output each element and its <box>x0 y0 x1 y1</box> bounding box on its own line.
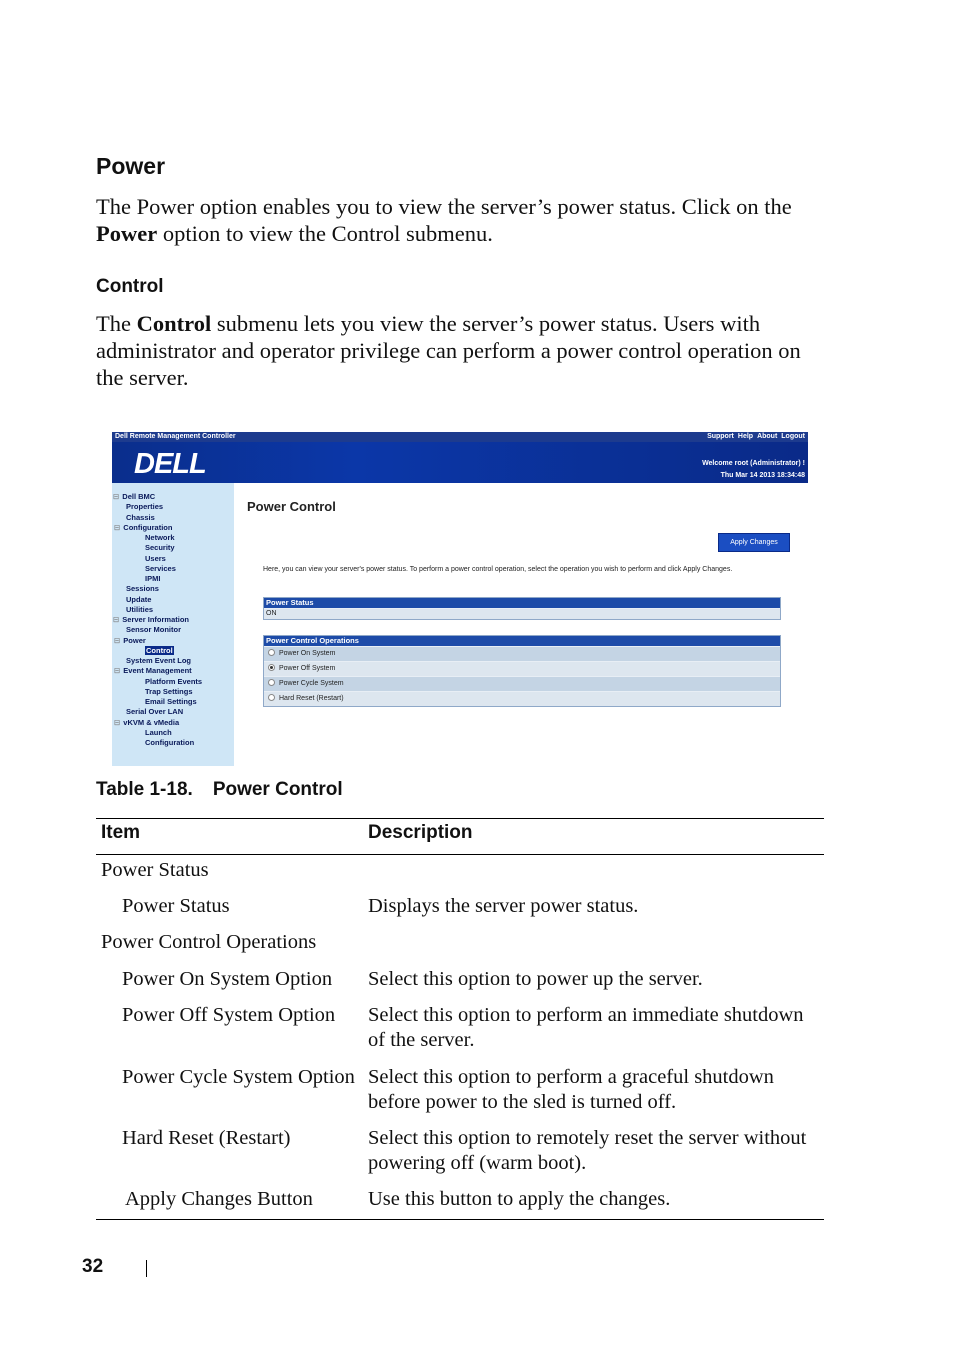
power-op-row[interactable] <box>264 691 780 706</box>
datetime-text: Thu Mar 14 2013 18:34:48 <box>720 472 805 479</box>
sidebar-item-sessions[interactable] <box>126 584 159 594</box>
page-divider <box>146 1260 147 1277</box>
table-item-label: Power On System Option <box>122 968 333 990</box>
sidebar-item-label: Server Information <box>122 615 189 624</box>
welcome-text: Welcome root (Administrator) ! <box>702 460 805 467</box>
content-intro: Here, you can view your server's power status. To perform a power control operation, select the operation you wish to perform and click Apply Changes. <box>263 566 733 573</box>
table-caption <box>96 779 343 801</box>
power-status-header: Power Status <box>264 598 780 608</box>
sidebar-item-properties[interactable] <box>126 502 163 512</box>
sidebar-item-label: Serial Over LAN <box>126 707 184 717</box>
sidebar-item-event-management[interactable] <box>114 666 192 676</box>
sidebar-item-chassis[interactable] <box>126 513 155 523</box>
radio-button-icon[interactable] <box>268 664 275 671</box>
sidebar-item-label: Properties <box>126 502 164 512</box>
sidebar-item-label: Sensor Monitor <box>126 625 182 635</box>
sidebar-item-label: Launch <box>145 727 172 737</box>
app-title: Dell Remote Management Controller <box>115 433 236 440</box>
tree-expander-icon[interactable]: ⊟ <box>114 666 121 676</box>
control-paragraph <box>96 310 826 391</box>
table-item-label: Power Cycle System Option <box>122 1066 355 1088</box>
sidebar-item-serial-over-lan[interactable] <box>126 707 183 717</box>
content-title: Power Control <box>247 499 336 514</box>
sidebar-item-label: Event Management <box>123 666 192 676</box>
sidebar-item-label: System Event Log <box>126 656 192 665</box>
table-item-description: Select this option to remotely reset the server without powering off (warm boot). <box>368 1127 807 1174</box>
sidebar-item-power[interactable] <box>114 635 146 646</box>
power-op-label: Power Off System <box>279 665 336 672</box>
table-bottom-rule <box>96 1219 824 1220</box>
table-item-description: Displays the server power status. <box>368 895 639 917</box>
power-op-label: Power Cycle System <box>279 680 344 687</box>
sidebar-item-label: Network <box>145 533 175 542</box>
sidebar-item-control[interactable] <box>145 646 174 656</box>
tree-expander-icon[interactable]: ⊟ <box>114 635 121 645</box>
sidebar-nav <box>112 483 234 766</box>
welcome-block <box>702 458 805 482</box>
sidebar-item-label: Update <box>126 594 152 604</box>
power-status-panel <box>263 597 781 620</box>
control-bold: Control <box>136 311 212 336</box>
top-bar <box>112 432 808 442</box>
table-item-label: Hard Reset (Restart) <box>122 1127 291 1149</box>
power-op-label: Hard Reset (Restart) <box>279 695 344 702</box>
sidebar-item-network[interactable] <box>145 533 175 543</box>
top-link-help[interactable]: Help <box>737 433 754 440</box>
radio-button-icon[interactable] <box>268 694 275 701</box>
sidebar-item-label: Power <box>123 635 146 645</box>
table-top-rule <box>96 818 824 819</box>
power-op-row[interactable] <box>264 646 780 661</box>
table-group-label: Power Control Operations <box>101 931 317 953</box>
sidebar-item-users[interactable] <box>145 554 166 564</box>
table-item-description: Use this button to apply the changes. <box>368 1188 671 1210</box>
sidebar-item-label: Configuration <box>145 738 195 747</box>
power-op-row[interactable] <box>264 676 780 691</box>
table-item-label: Power Status <box>122 895 230 917</box>
power-op-label: Power On System <box>279 650 336 657</box>
table-header-rule <box>96 854 824 855</box>
top-links <box>703 432 805 442</box>
sidebar-item-email-settings[interactable] <box>145 697 197 707</box>
sidebar-item-label: Utilities <box>126 604 154 614</box>
dell-logo: DELL <box>134 448 206 480</box>
tree-expander-icon[interactable]: ⊟ <box>113 492 120 501</box>
sidebar-item-security[interactable] <box>145 543 175 553</box>
top-link-about[interactable]: About <box>757 433 778 440</box>
sidebar-item-label: Sessions <box>126 584 159 594</box>
table-item-description: Select this option to perform a graceful shutdown before power to the sled is turned off. <box>368 1066 774 1113</box>
table-caption-title: Power Control <box>212 779 343 800</box>
power-status-value: ON <box>264 608 780 619</box>
sidebar-item-trap-settings[interactable] <box>145 687 193 697</box>
sidebar-item-label: Security <box>145 543 175 553</box>
banner <box>112 442 808 483</box>
table-group-label: Power Status <box>101 859 209 881</box>
top-link-support[interactable]: Support <box>707 433 734 440</box>
sidebar-item-configuration[interactable] <box>145 738 194 748</box>
section-title: Power <box>96 153 166 179</box>
bmc-screenshot <box>112 432 808 766</box>
table-item-description: Select this option to power up the server. <box>368 968 703 990</box>
sidebar-item-server-information[interactable] <box>113 615 189 625</box>
apply-changes-button[interactable]: Apply Changes <box>718 533 790 552</box>
sidebar-item-label: Control <box>146 645 173 655</box>
intro-text-2: option to view the Control submenu. <box>157 221 493 246</box>
tree-expander-icon[interactable]: ⊟ <box>114 717 121 727</box>
sidebar-item-services[interactable] <box>145 564 176 574</box>
table-item-label: Apply Changes Button <box>125 1188 313 1210</box>
sidebar-item-vkvm-vmedia[interactable] <box>114 717 180 728</box>
tree-expander-icon[interactable]: ⊟ <box>113 615 120 624</box>
table-caption-number: Table 1-18. <box>96 779 193 800</box>
col-header-item: Item <box>101 822 141 843</box>
sidebar-item-label: IPMI <box>145 574 161 583</box>
sidebar-item-label: Chassis <box>126 512 155 522</box>
top-link-logout[interactable]: Logout <box>781 433 805 440</box>
sidebar-item-label: Dell BMC <box>122 492 156 501</box>
sidebar-item-label: Configuration <box>123 522 173 532</box>
sidebar-item-label: Email Settings <box>145 697 197 706</box>
sidebar-item-label: Platform Events <box>145 676 203 686</box>
sidebar-item-configuration[interactable] <box>114 522 173 533</box>
sidebar-item-dell-bmc[interactable] <box>113 492 155 502</box>
power-op-row[interactable] <box>264 661 780 676</box>
control-text-2: submenu lets you view the server’s power status. Users with administrator and operator privilege can perform a power control operation on the server. <box>96 311 801 390</box>
sidebar-item-sensor-monitor[interactable] <box>126 625 181 635</box>
subsection-title: Control <box>96 276 164 297</box>
table-item-description: Select this option to perform an immediate shutdown of the server. <box>368 1004 804 1051</box>
power-ops-header: Power Control Operations <box>264 636 780 646</box>
sidebar-item-label: vKVM & vMedia <box>123 717 180 727</box>
radio-button-icon[interactable] <box>268 679 275 686</box>
intro-text-1: The Power option enables you to view the server’s power status. Click on the <box>96 194 792 219</box>
col-header-description: Description <box>368 822 473 843</box>
page-number: 32 <box>82 1256 104 1277</box>
sidebar-item-launch[interactable] <box>145 728 172 738</box>
intro-bold: Power <box>96 221 158 246</box>
radio-button-icon[interactable] <box>268 649 275 656</box>
sidebar-item-update[interactable] <box>126 595 151 605</box>
tree-expander-icon[interactable]: ⊟ <box>114 522 121 532</box>
power-ops-panel <box>263 635 781 707</box>
sidebar-item-platform-events[interactable] <box>145 677 202 687</box>
sidebar-item-label: Services <box>145 563 176 573</box>
sidebar-item-label: Trap Settings <box>145 686 193 696</box>
intro-paragraph <box>96 193 826 247</box>
control-text-1: The <box>96 311 137 336</box>
sidebar-item-ipmi[interactable] <box>145 574 160 584</box>
sidebar-item-utilities[interactable] <box>126 605 153 615</box>
table-item-label: Power Off System Option <box>122 1004 336 1026</box>
sidebar-item-system-event-log[interactable] <box>126 656 191 666</box>
sidebar-item-label: Users <box>145 553 166 563</box>
